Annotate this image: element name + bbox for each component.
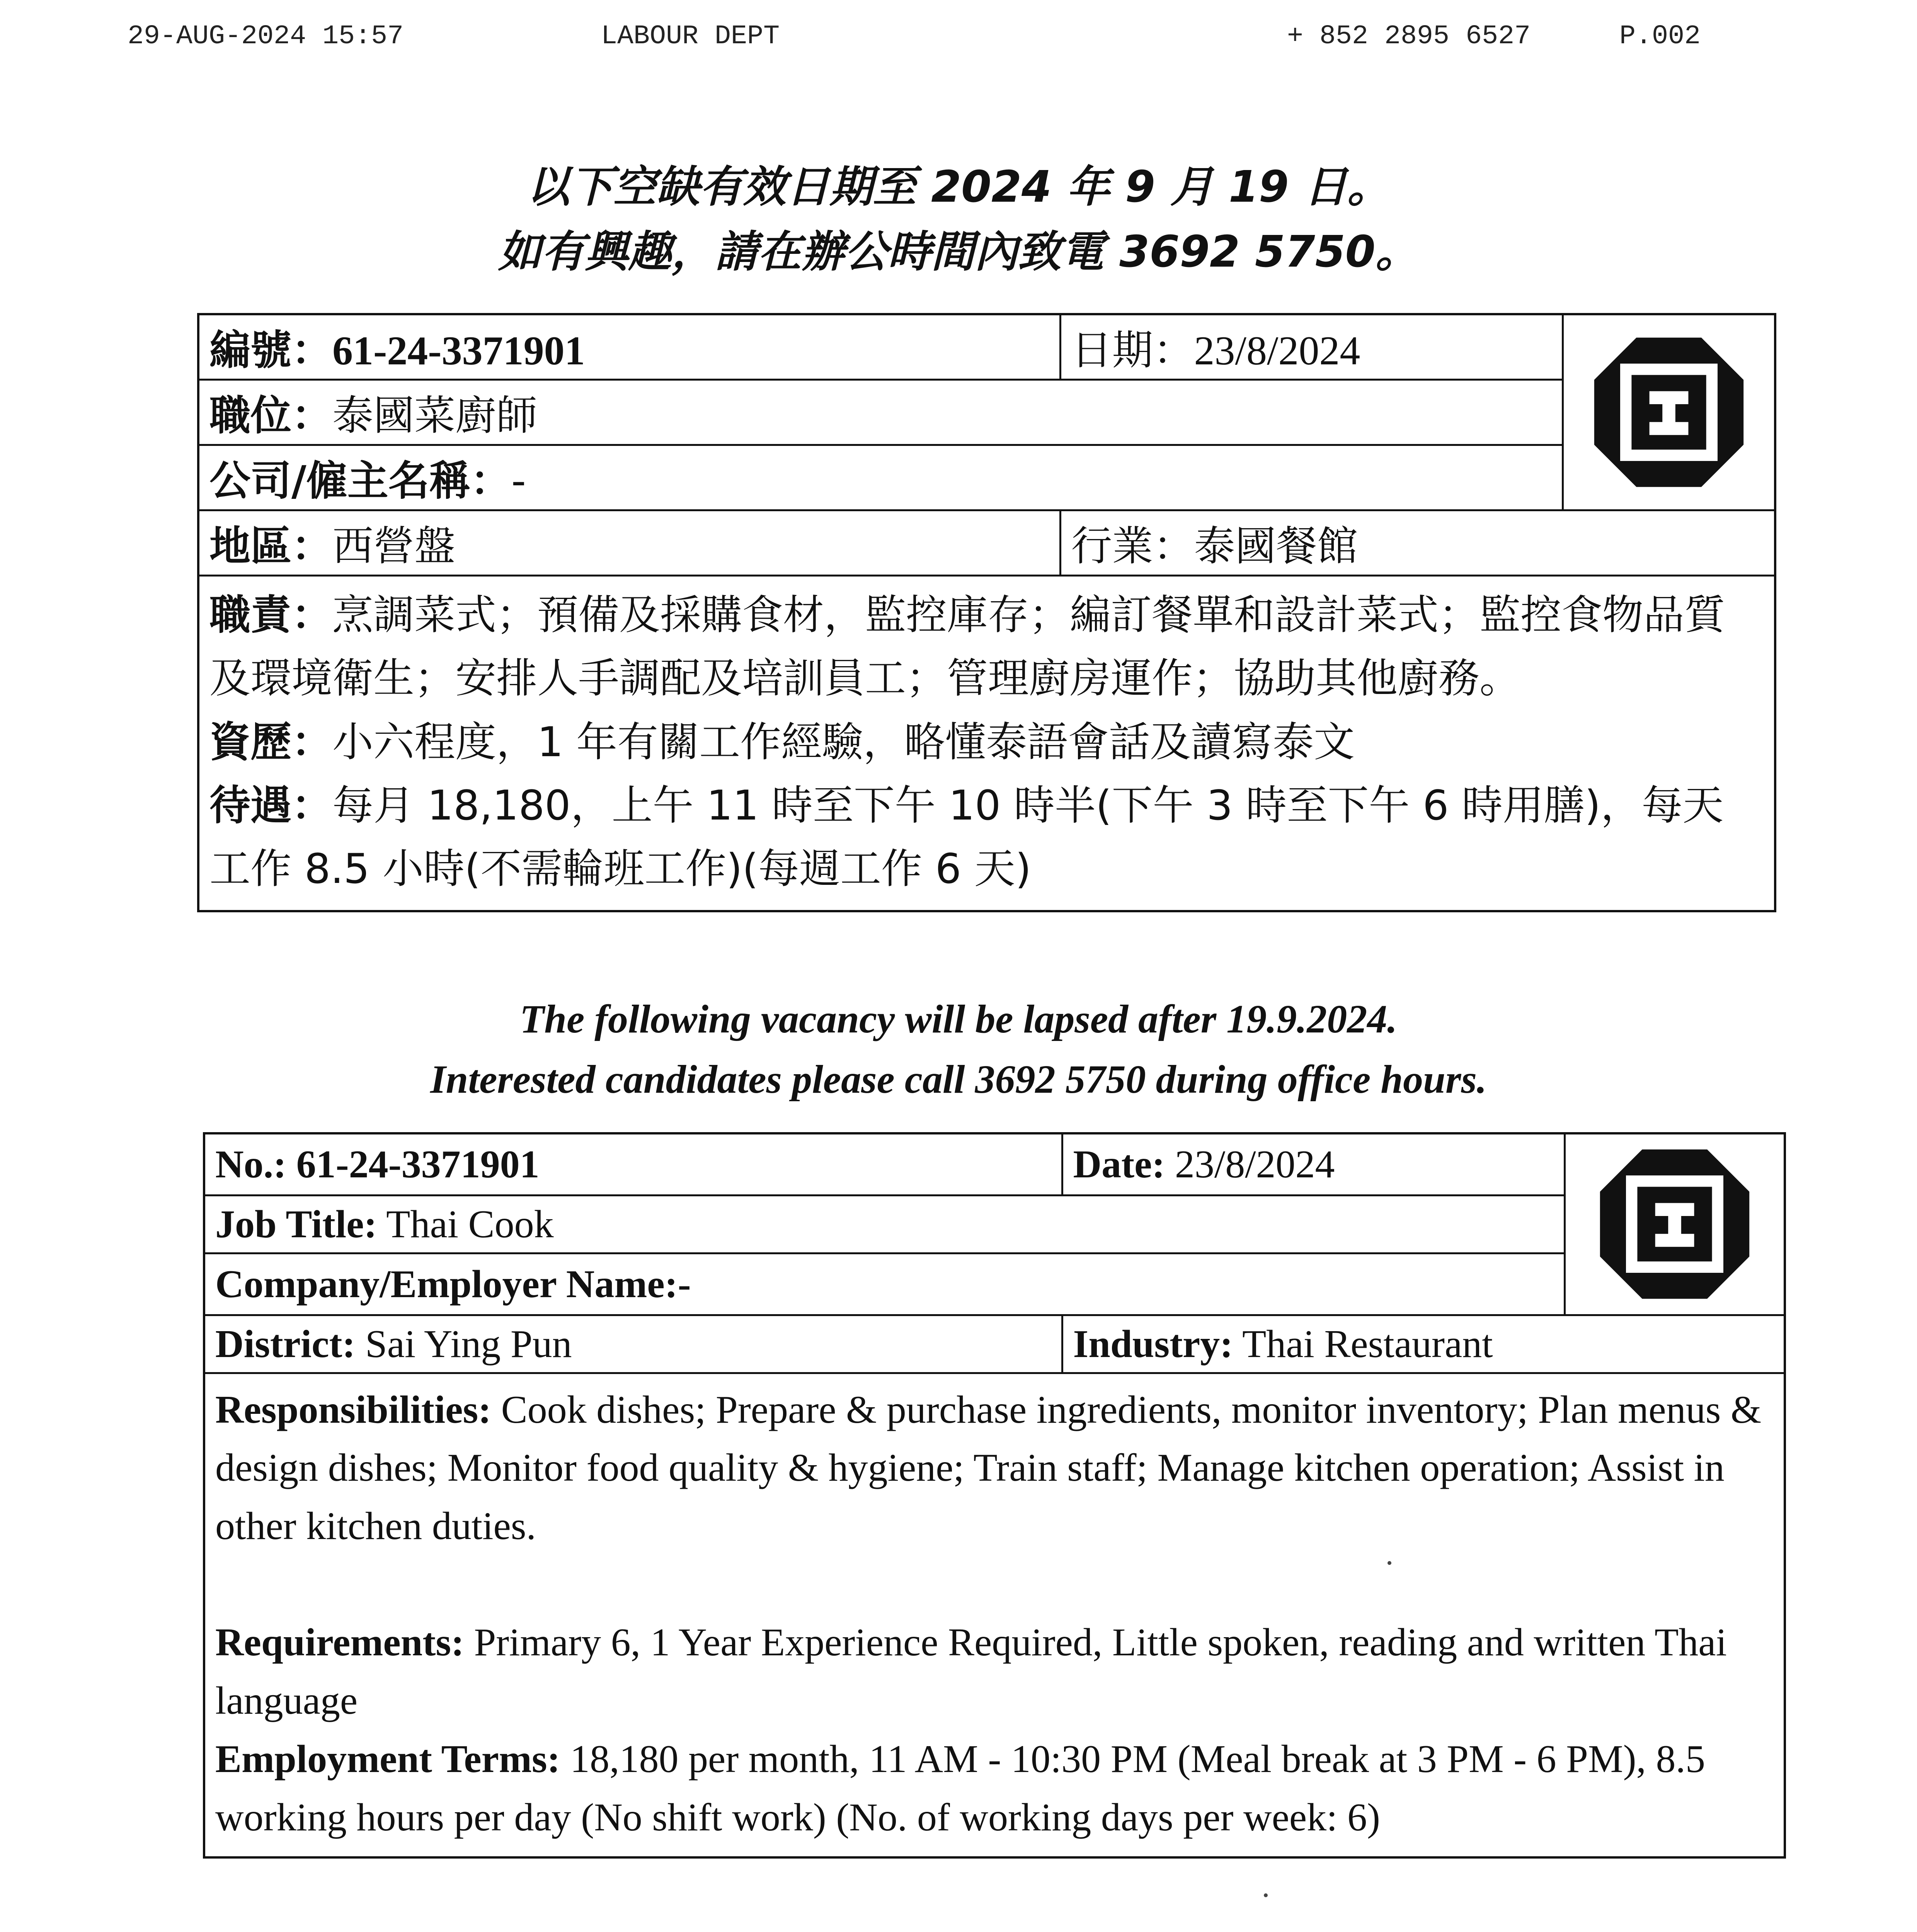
zh-qualification xyxy=(209,711,1764,774)
zh-district-label: 地區： xyxy=(209,522,332,570)
en-terms-value: 18,180 per month, 11 AM - 10:30 PM (Meal break at 3 PM - 6 PM), 8.5 working hours per day (No shift work) (No. of working days per week: 6) xyxy=(215,1737,1706,1840)
zh-number-label: 編號： xyxy=(209,327,332,374)
zh-number-cell xyxy=(198,314,1060,380)
en-date-cell xyxy=(1062,1133,1565,1195)
zh-qual-label: 資歷： xyxy=(209,718,332,766)
en-date-value: 23/8/2024 xyxy=(1175,1142,1335,1186)
en-date-label: Date: xyxy=(1073,1142,1165,1186)
en-industry-cell xyxy=(1062,1315,1785,1373)
zh-terms xyxy=(209,774,1764,901)
en-notice-line1: The following vacancy will be lapsed after 19.9.2024. xyxy=(519,997,1398,1041)
en-district-cell xyxy=(204,1315,1062,1373)
labour-department-logo-icon xyxy=(1594,1143,1756,1305)
zh-company-label: 公司/僱主名稱： xyxy=(209,457,511,505)
zh-title-value: 泰國菜廚師 xyxy=(332,392,537,439)
fax-datetime: 29-AUG-2024 15:57 xyxy=(128,21,404,52)
labour-department-logo-icon xyxy=(1588,331,1750,493)
zh-number-value: 61-24-3371901 xyxy=(332,328,585,373)
en-title-label: Job Title: xyxy=(215,1202,377,1246)
scan-speck xyxy=(1264,1893,1268,1897)
zh-notice xyxy=(0,155,1917,284)
zh-industry-value: 泰國餐館 xyxy=(1194,522,1358,570)
zh-qual-value: 小六程度，1 年有關工作經驗，略懂泰語會話及讀寫泰文 xyxy=(332,718,1355,766)
scan-speck xyxy=(1388,1561,1391,1565)
en-industry-label: Industry: xyxy=(1073,1322,1233,1366)
en-notice-line2: Interested candidates please call 3692 5750 during office hours. xyxy=(430,1057,1487,1102)
zh-title-label: 職位： xyxy=(209,392,332,439)
en-req-value: Primary 6, 1 Year Experience Required, Little spoken, reading and written Thai language xyxy=(215,1621,1727,1723)
en-resp-label: Responsibilities: xyxy=(215,1388,492,1432)
zh-notice-line1: 以下空缺有效日期至 2024 年 9 月 19 日。 xyxy=(526,162,1391,212)
en-vacancy-card xyxy=(203,1132,1786,1859)
en-company-cell xyxy=(204,1253,1565,1315)
en-district-value: Sai Ying Pun xyxy=(365,1322,572,1366)
en-district-label: District: xyxy=(215,1322,356,1366)
en-notice xyxy=(0,989,1917,1110)
zh-duties-value: 烹調菜式；預備及採購食材，監控庫存；編訂餐單和設計菜式；監控食物品質及環境衛生；安排人手調配及培訓員工；管理廚房運作；協助其他廚務。 xyxy=(209,591,1725,702)
en-terms-label: Employment Terms: xyxy=(215,1737,560,1781)
en-industry-value: Thai Restaurant xyxy=(1242,1322,1493,1366)
zh-terms-label: 待遇： xyxy=(209,781,332,829)
zh-duties-label: 職責： xyxy=(209,591,332,639)
zh-details-cell xyxy=(198,576,1775,912)
en-company-label: Company/Employer Name: xyxy=(215,1262,678,1306)
zh-date-cell xyxy=(1060,314,1563,380)
zh-notice-line2: 如有興趣，請在辦公時間內致電 3692 5750。 xyxy=(498,227,1419,277)
zh-terms-value: 每月 18,180，上午 11 時至下午 10 時半(下午 3 時至下午 6 時用膳)，每天工作 8.5 小時(不需輪班工作)(每週工作 6 天) xyxy=(209,781,1724,893)
zh-industry-cell xyxy=(1060,510,1775,576)
en-requirements xyxy=(215,1614,1774,1730)
fax-phone: + 852 2895 6527 xyxy=(1287,21,1531,52)
en-resp-value: Cook dishes; Prepare & purchase ingredients, monitor inventory; Plan menus & design dishes; Monitor food quality & hygiene; Train staff; Manage kitchen operation; Assist in other kitchen duties. xyxy=(215,1388,1762,1548)
fax-header xyxy=(128,21,1762,52)
zh-industry-label: 行業： xyxy=(1071,522,1194,570)
zh-date-value: 23/8/2024 xyxy=(1194,328,1360,373)
en-title-cell xyxy=(204,1195,1565,1253)
zh-district-cell xyxy=(198,510,1060,576)
en-details-spacer xyxy=(215,1556,1774,1614)
zh-date-label: 日期： xyxy=(1071,327,1194,374)
zh-company-value: - xyxy=(511,457,526,505)
en-title-value: Thai Cook xyxy=(386,1202,554,1246)
en-req-label: Requirements: xyxy=(215,1621,465,1665)
fax-page: P.002 xyxy=(1619,21,1701,52)
zh-title-cell xyxy=(198,380,1563,445)
zh-duties xyxy=(209,583,1764,711)
en-company-value: - xyxy=(678,1262,691,1306)
en-number-value: 61-24-3371901 xyxy=(296,1142,540,1186)
zh-vacancy-card xyxy=(197,313,1776,912)
zh-district-value: 西營盤 xyxy=(332,522,455,570)
zh-company-cell xyxy=(198,445,1563,510)
fax-sender: LABOUR DEPT xyxy=(601,21,780,52)
en-number-label: No.: xyxy=(215,1142,287,1186)
en-number-cell xyxy=(204,1133,1062,1195)
en-details-cell xyxy=(204,1373,1785,1857)
en-responsibilities xyxy=(215,1381,1774,1556)
zh-logo-cell xyxy=(1563,314,1775,510)
en-logo-cell xyxy=(1565,1133,1785,1315)
en-employment-terms xyxy=(215,1730,1774,1847)
